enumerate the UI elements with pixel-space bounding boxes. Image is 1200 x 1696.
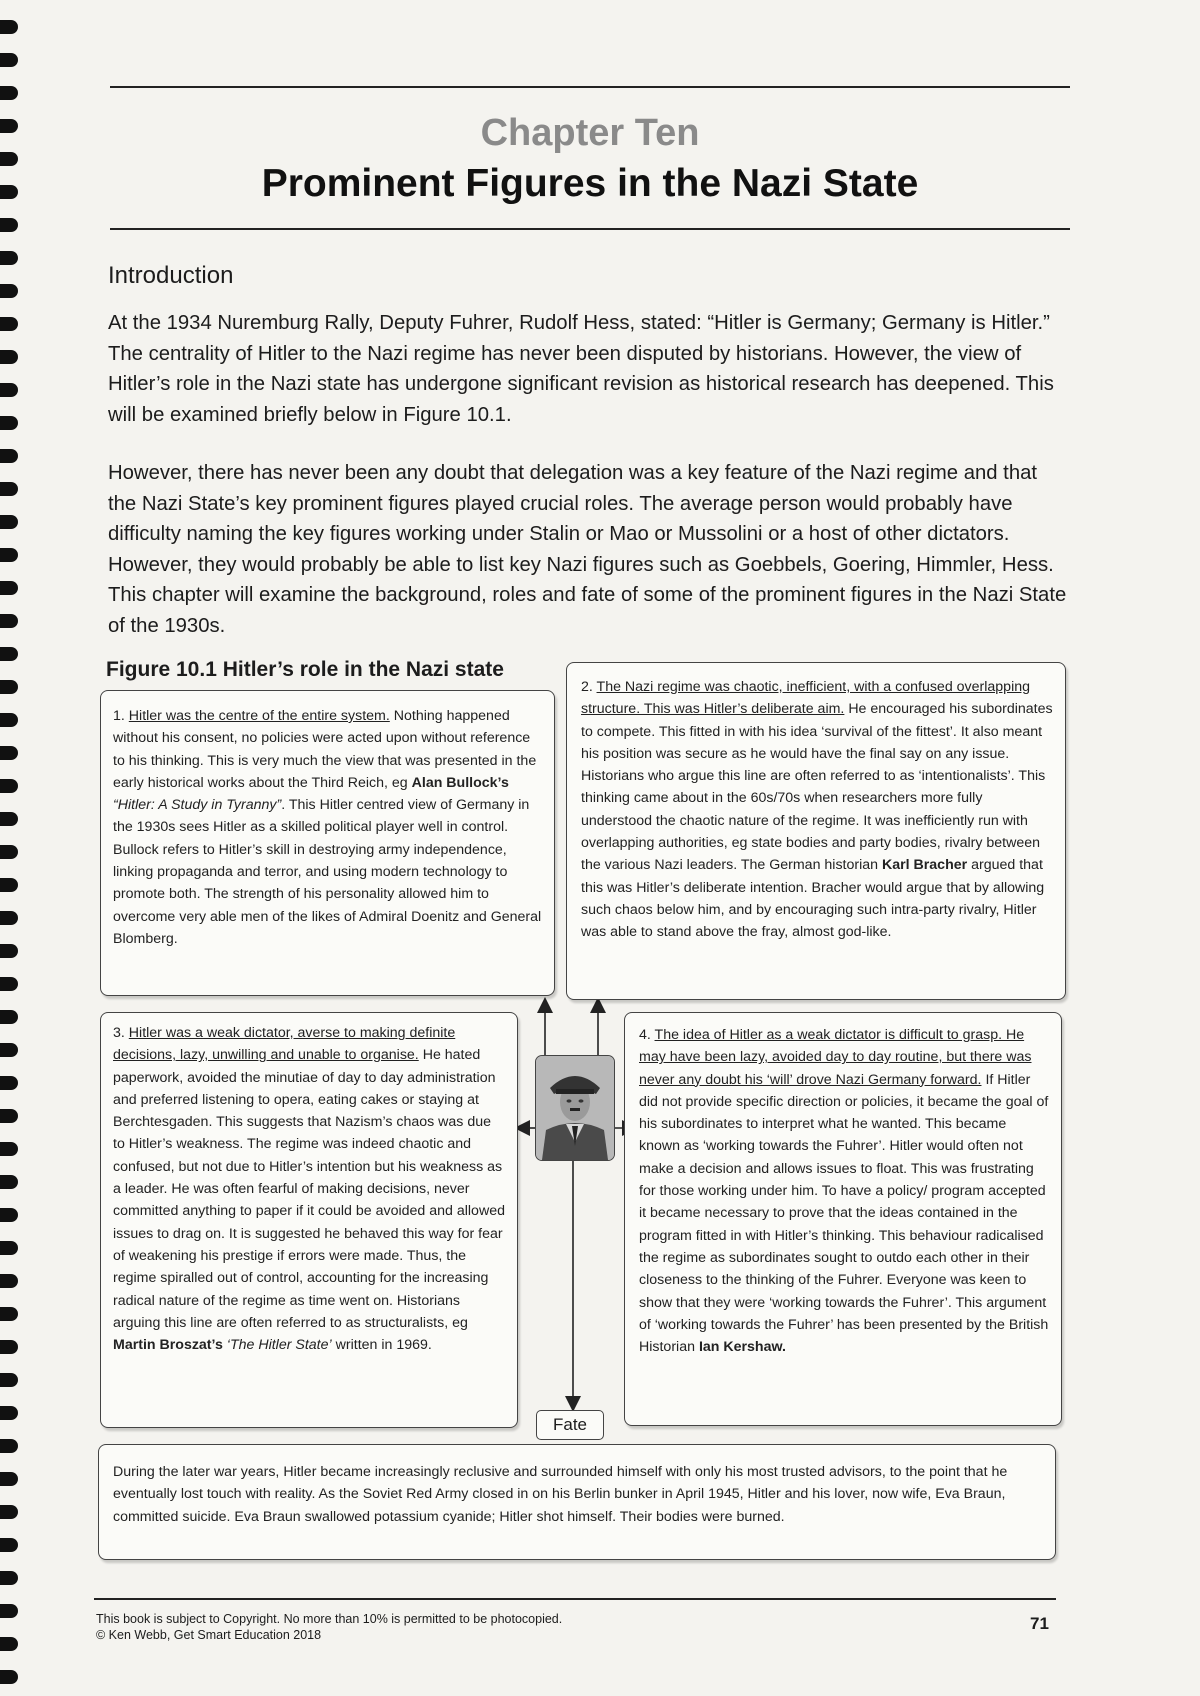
box1-author: Alan Bullock’s	[411, 774, 509, 791]
figure-title: Figure 10.1 Hitler’s role in the Nazi state	[106, 658, 504, 681]
box3-work: ‘The Hitler State’	[226, 1337, 332, 1354]
copyright-owner: © Ken Webb, Get Smart Education 2018	[96, 1628, 322, 1642]
box2-headline: The Nazi regime was chaotic, inefficient, with a confused overlapping structure. This was Hitler’s deliberate aim.	[581, 679, 1031, 718]
box4-text: 4. The idea of Hitler as a weak dictator is difficult to grasp. He may have been lazy, avoided day to day routine, but there was never any doubt his ‘will’ drove Nazi Germany forward. If Hitler did not provide specific direction or policies, it became the goal of his subordinates to interpret what he wanted. This became known as ‘working towards the Fuhrer’. Hitler would often not make a decision and allows issues to float. This was frustrating for those working under him. To have a policy/ program accepted it became necessary to prove that the ideas contained in the program fitted in with Hitler’s thinking. This behaviour radicalised the regime as subordinates sought to outdo each other in their closeness to the thinking of the Fuhrer. Everyone was keen to show that they were ‘working towards the Fuhrer’. This argument of ‘working towards the Fuhrer’ has been presented by the British Historian Ian Kershaw.	[639, 1027, 1049, 1356]
intro-paragraph-2: However, there has never been any doubt that delegation was a key feature of the Nazi regime and that the Nazi State’s key prominent figures played crucial roles. The average person would probably have difficulty naming the key figures working under Stalin or Mao or Mussolini or a host of other dictators. However, they would probably be able to list key Nazi figures such as Goebbels, Goering, Himmler, Hess. This chapter will examine the background, roles and fate of some of the prominent figures in the Nazi State of the 1930s.	[108, 462, 1067, 637]
fate-text: During the later war years, Hitler became increasingly reclusive and surrounded himself with only his most trusted advisors, to the point that he eventually lost touch with reality. As the Soviet Red Army closed in on his Berlin bunker in April 1945, Hitler and his lover, now wife, Eva Braun, committed suicide. Eva Braun swallowed potassium cyanide; Hitler shot himself. Their bodies were burned.	[113, 1464, 1008, 1525]
figure-box-1	[100, 690, 555, 996]
box4-headline: The idea of Hitler as a weak dictator is difficult to grasp. He may have been lazy, avoided day to day routine, but there was never any doubt his ‘will’ drove Nazi Germany forward.	[639, 1027, 1032, 1088]
hitler-portrait-image	[535, 1055, 615, 1161]
box2-text: 2. The Nazi regime was chaotic, inefficient, with a confused overlapping structure. This was Hitler’s deliberate aim. He encouraged his subordinates to compete. This fitted in with his idea ‘survival of the fittest’. It also meant his position was secure as he would have the final say on any issue. Historians who argue this line are often referred to as ‘intentionalists’. This thinking came about in the 60s/70s when researchers more fully understood the chaotic nature of the regime. It was inefficiently run with overlapping authorities, eg state bodies and party bodies, rivalry between the various Nazi leaders. The German historian Karl Bracher argued that this was Hitler’s deliberate intention. Bracher would argue that by allowing such chaos below him, and by encouraging such intra-party rivalry, Hitler was able to stand above the fray, almost god-like.	[581, 679, 1053, 941]
box3-headline: Hitler was a weak dictator, averse to making definite decisions, lazy, unwilling and unable to organise.	[113, 1025, 456, 1064]
figure-box-4	[624, 1012, 1062, 1426]
fate-label: Fate	[536, 1410, 604, 1440]
box3-author: Martin Broszat’s	[113, 1337, 223, 1354]
box1-work: “Hitler: A Study in Tyranny”	[113, 797, 282, 814]
box2-author: Karl Bracher	[881, 857, 968, 874]
box1-headline: Hitler was the centre of the entire system.	[128, 708, 390, 724]
portrait-illustration	[536, 1056, 614, 1160]
box3-text: 3. Hitler was a weak dictator, averse to making definite decisions, lazy, unwilling and unable to organise. He hated paperwork, avoided the minutiae of day to day administration and preferred listening to opera, eating cakes or staying at Berchtesgaden. This suggests that Nazism’s chaos was due to Hitler’s weakness. The regime was indeed chaotic and confused, but not due to Hitler’s intention but his weakness as a leader. He was often fearful of making decisions, never committed anything to paper if it could be avoided and allowed issues to drag on. It is suggested he behaved this way for fear of weakening his prestige if errors were made. Thus, the regime spiralled out of control, accounting for the increasing radical nature of the regime as time went on. Historians arguing this line are often referred to as structuralists, eg Martin Broszat’s ‘The Hitler State’ written in 1969.	[113, 1025, 505, 1354]
page-number: 71	[1030, 1614, 1049, 1633]
fate-box	[98, 1444, 1056, 1560]
box1-text: 1. Hitler was the centre of the entire system. Nothing happened without his consent, no policies were acted upon without reference to his thinking. This is very much the view that was presented in the early historical works about the Third Reich, eg Alan Bullock’s “Hitler: A Study in Tyranny”. This Hitler centred view of Germany in the 1930s sees Hitler as a skilled political player well in control. Bullock refers to Hitler’s skill in destroying army independence, linking propaganda and terror, and using modern technology to promote both. The strength of his personality allowed him to overcome very able men of the likes of Admiral Doenitz and General Blomberg.	[113, 708, 542, 947]
chapter-title: Prominent Figures in the Nazi State	[261, 162, 919, 205]
introduction-heading: Introduction	[108, 262, 234, 289]
copyright-notice: This book is subject to Copyright. No more than 10% is permitted to be photocopied.	[96, 1612, 563, 1626]
figure-box-2	[566, 662, 1066, 1000]
figure-box-3	[100, 1012, 518, 1428]
chapter-label: Chapter Ten	[480, 112, 700, 154]
box4-author: Ian Kershaw.	[698, 1339, 786, 1356]
footer-rule	[94, 1598, 1056, 1600]
intro-paragraph-1: At the 1934 Nuremburg Rally, Deputy Fuhrer, Rudolf Hess, stated: “Hitler is Germany; Germany is Hitler.” The centrality of Hitler to the Nazi regime has never been disputed by historians. However, the view of Hitler’s role in the Nazi state has undergone significant revision as historical research has deepened. This will be examined briefly below in Figure 10.1.	[108, 312, 1054, 426]
